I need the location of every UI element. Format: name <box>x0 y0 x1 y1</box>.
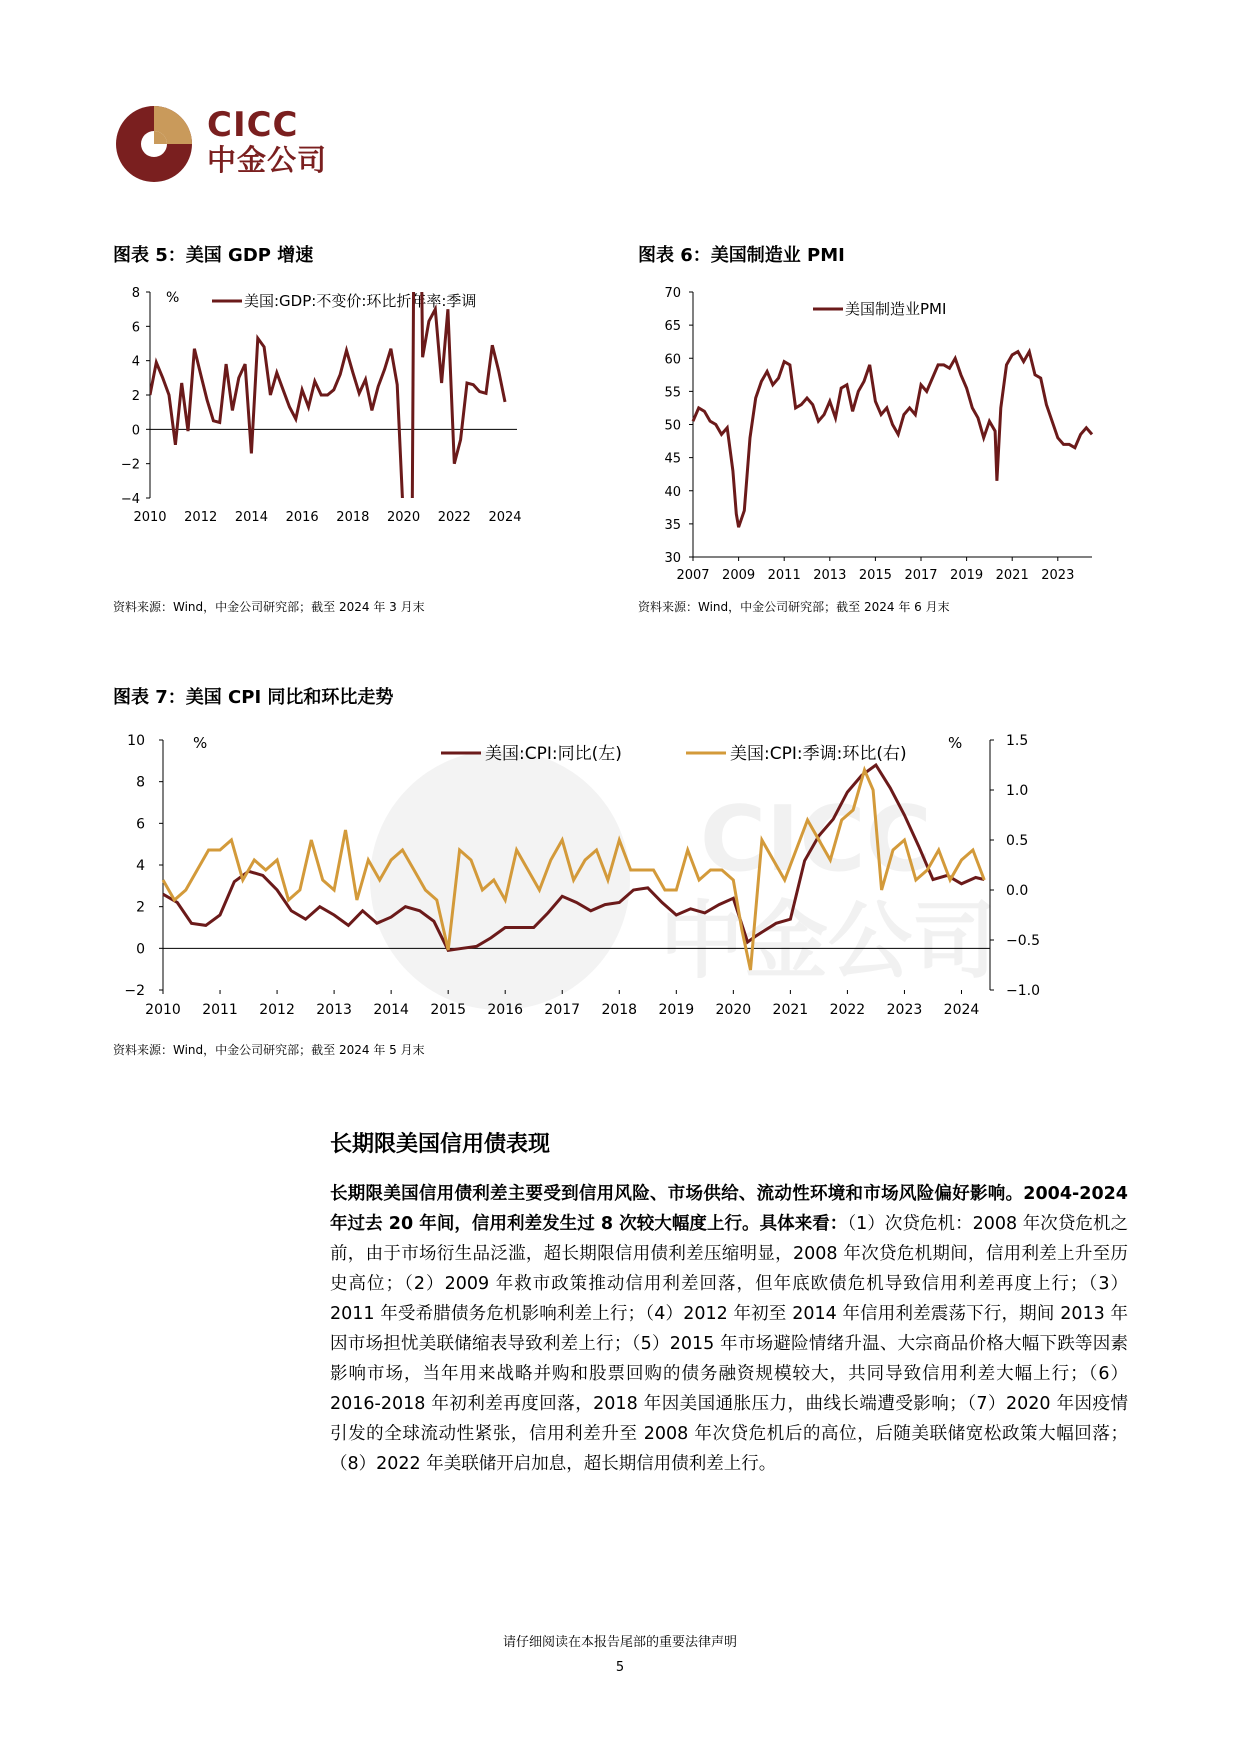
figure-5-source: 资料来源：Wind，中金公司研究部；截至 2024 年 3 月末 <box>113 600 425 614</box>
pmi-y-tick-label: 50 <box>664 418 681 434</box>
cpi-left-tick-label: 10 <box>127 733 145 749</box>
pmi-x-tick-label: 2023 <box>1041 568 1075 583</box>
pmi-x-tick-label: 2017 <box>904 568 938 583</box>
cpi-right-tick-label: 1.0 <box>1006 783 1029 799</box>
cpi-x-tick-label: 2018 <box>601 1002 638 1018</box>
pmi-y-tick-label: 65 <box>664 319 681 335</box>
cpi-x-tick-label: 2019 <box>658 1002 695 1018</box>
manufacturing-pmi-chart <box>630 280 1100 590</box>
pmi-x-tick-label: 2013 <box>813 568 847 583</box>
gdp-x-tick-label: 2016 <box>285 510 319 525</box>
gdp-y-tick-label: −4 <box>120 492 140 507</box>
cpi-x-tick-label: 2014 <box>373 1002 409 1018</box>
gdp-y-tick-label: 4 <box>131 354 140 370</box>
cpi-x-tick-label: 2010 <box>145 1002 181 1018</box>
body-paragraph-lead: 长期限美国信用债利差主要受到信用风险、市场供给、流动性环境和市场风险偏好影响。2004-2024 年过去 20 年间，信用利差发生过 8 次较大幅度上行。具体来看： <box>330 1184 1128 1234</box>
pmi-x-tick-label: 2011 <box>767 568 801 583</box>
watermark-logo-mark <box>370 750 630 1010</box>
pmi-x-tick-label: 2007 <box>676 568 710 583</box>
gdp-x-tick-label: 2010 <box>133 510 167 525</box>
cpi-x-tick-label: 2020 <box>715 1002 752 1018</box>
cpi-left-tick-label: 4 <box>136 858 145 874</box>
gdp-x-tick-label: 2024 <box>488 510 522 525</box>
pmi-x-tick-label: 2015 <box>858 568 892 583</box>
gdp-x-tick-label: 2014 <box>234 510 268 525</box>
pmi-legend-label: 美国制造业PMI <box>845 300 947 318</box>
cpi-x-tick-label: 2011 <box>202 1002 238 1018</box>
gdp-y-tick-label: 6 <box>131 320 140 336</box>
pmi-y-tick-label: 60 <box>664 352 681 368</box>
pmi-y-tick-label: 30 <box>664 551 681 566</box>
cpi-right-tick-label: 0.0 <box>1006 883 1029 899</box>
gdp-y-unit: % <box>166 290 180 306</box>
cpi-legend-label-yoy: 美国:CPI:同比(左) <box>485 744 622 764</box>
body-paragraph-rest: （1）次贷危机：2008 年次贷危机之前，由于市场衍生品泛滥，超长期限信用债利差压缩明显，2008 年次贷危机期间，信用利差上升至历史高位；（2）2009 年救市政策推动信用利差回落，但年底欧债危机导致信用利差再度上行；（3）2011 年受希腊债务危机影响利差上行；（4）2012 年初至 2014 年信用利差震荡下行，期间 2013 年因市场担忧美联储缩表导致利差上行；（5）2015 年市场避险情绪升温、大宗商品价格大幅下跌等因素影响市场，当年用来战略并购和股票回购的债务融资规模较大，共同导致信用利差大幅上行；（6）2016-2018 年初利差再度回落，2018 年因美国通胀压力，曲线长端遭受影响；（7）2020 年因疫情引发的全球流动性紧张，信用利差升至 2008 年次贷危机后的高位，后随美联储宽松政策大幅回落；（8）2022 年美联储开启加息，超长期信用债利差上行。 <box>330 1214 1128 1474</box>
cpi-x-tick-label: 2021 <box>772 1002 809 1018</box>
gdp-legend-label: 美国:GDP:不变价:环比折年率:季调 <box>244 292 477 310</box>
gdp-series-line <box>150 280 505 590</box>
cpi-right-unit: % <box>948 734 963 752</box>
cpi-x-tick-label: 2024 <box>943 1002 980 1018</box>
cpi-x-tick-label: 2013 <box>316 1002 352 1018</box>
cpi-x-tick-label: 2016 <box>487 1002 524 1018</box>
pmi-y-tick-label: 40 <box>664 484 681 500</box>
gdp-x-tick-label: 2022 <box>437 510 471 525</box>
cicc-logo-mark <box>114 104 194 184</box>
cpi-right-tick-label: 1.5 <box>1006 733 1029 749</box>
pmi-y-tick-label: 35 <box>664 517 681 533</box>
logo-wordmark-cn: 中金公司 <box>207 143 328 177</box>
section-title: 长期限美国信用债表现 <box>330 1132 551 1157</box>
cpi-right-tick-label: 0.5 <box>1006 833 1029 849</box>
page-number: 5 <box>615 1660 625 1675</box>
cpi-left-tick-label: 2 <box>136 899 145 916</box>
figure-6-source: 资料来源：Wind，中金公司研究部；截至 2024 年 6 月末 <box>638 600 950 614</box>
cpi-left-tick-label: 6 <box>136 816 145 833</box>
watermark-text-en: CICC <box>700 787 932 892</box>
pmi-y-tick-label: 70 <box>664 286 681 301</box>
pmi-y-tick-label: 45 <box>664 451 681 467</box>
figure-7-title: 图表 7：美国 CPI 同比和环比走势 <box>113 687 394 708</box>
gdp-y-tick-label: −2 <box>120 457 140 473</box>
gdp-x-tick-label: 2020 <box>387 510 421 525</box>
pmi-x-tick-label: 2009 <box>722 568 756 583</box>
pmi-x-tick-label: 2021 <box>995 568 1029 583</box>
cpi-left-tick-label: 0 <box>136 941 145 958</box>
cpi-right-tick-label: −0.5 <box>1006 933 1040 949</box>
figure-6-title: 图表 6：美国制造业 PMI <box>638 245 845 266</box>
cpi-legend-label-mom: 美国:CPI:季调:环比(右) <box>730 744 907 764</box>
figure-7-source: 资料来源：Wind，中金公司研究部；截至 2024 年 5 月末 <box>113 1043 425 1057</box>
logo-wordmark-en: CICC <box>207 105 299 145</box>
cpi-x-tick-label: 2015 <box>430 1002 466 1018</box>
cpi-left-unit: % <box>193 734 208 752</box>
pmi-series-line <box>693 352 1092 528</box>
cpi-yoy-mom-chart <box>100 720 1100 1030</box>
gdp-x-tick-label: 2018 <box>336 510 370 525</box>
cpi-x-tick-label: 2017 <box>544 1002 581 1018</box>
gdp-y-tick-label: 8 <box>131 286 140 301</box>
cpi-right-tick-label: −1.0 <box>1006 983 1040 999</box>
pmi-y-tick-label: 55 <box>664 385 681 401</box>
cpi-x-tick-label: 2022 <box>829 1002 866 1018</box>
gdp-growth-chart <box>100 280 600 590</box>
footer-disclaimer: 请仔细阅读在本报告尾部的重要法律声明 <box>502 1635 737 1650</box>
watermark-text-cn: 中金公司 <box>660 892 997 990</box>
cpi-left-tick-label: −2 <box>124 983 145 999</box>
figure-5-title: 图表 5：美国 GDP 增速 <box>113 245 314 266</box>
body-paragraph <box>330 1179 1128 1479</box>
gdp-x-tick-label: 2012 <box>184 510 218 525</box>
pmi-x-tick-label: 2019 <box>950 568 984 583</box>
cpi-x-tick-label: 2023 <box>886 1002 923 1018</box>
gdp-y-tick-label: 2 <box>131 389 140 404</box>
gdp-y-tick-label: 0 <box>131 423 140 439</box>
cpi-left-tick-label: 8 <box>136 774 145 791</box>
cpi-x-tick-label: 2012 <box>259 1002 295 1018</box>
